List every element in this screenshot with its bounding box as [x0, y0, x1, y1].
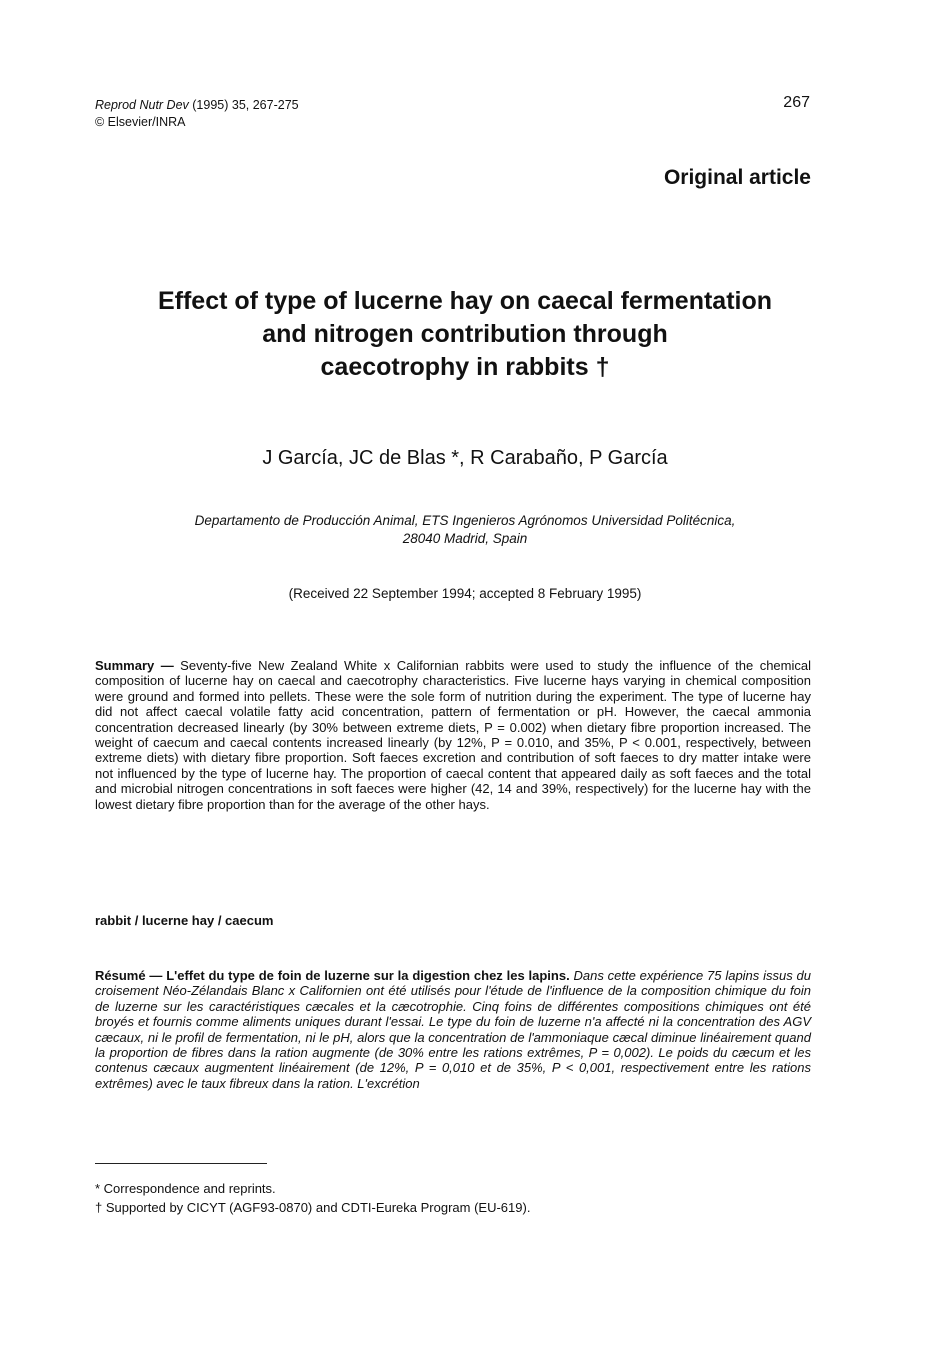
resume-abstract [95, 968, 811, 1091]
affiliation-line-2: 28040 Madrid, Spain [402, 531, 528, 546]
summary-heading: Summary — [95, 658, 174, 673]
affiliation [100, 512, 830, 548]
journal-citation [95, 97, 299, 131]
authors: J García, JC de Blas *, R Carabaño, P García [262, 447, 668, 469]
journal-name: Reprod Nutr Dev [95, 98, 189, 112]
article-title [60, 285, 870, 384]
title-line-2: and nitrogen contribution through [262, 320, 668, 348]
keywords: rabbit / lucerne hay / caecum [95, 913, 274, 928]
publisher: © Elsevier/INRA [95, 115, 186, 129]
journal-reference [95, 97, 299, 114]
footnote-funding: † Supported by CICYT (AGF93-0870) and CDTI-Eureka Program (EU-619). [95, 1200, 531, 1215]
footnote-divider [95, 1163, 267, 1164]
page-number: 267 [783, 94, 810, 111]
title-line-1: Effect of type of lucerne hay on caecal fermentation [157, 287, 773, 315]
resume-heading: Résumé — L'effet du type de foin de luzerne sur la digestion chez les lapins. [95, 968, 570, 983]
summary-text: Seventy-five New Zealand White x Californian rabbits were used to study the influence of the chemical composition of lucerne hay on caecal and caecotrophy characteristics. Five lucerne hays varying in chemical composition were ground and formed into pellets. These were the sole form of nutrition during the experiment. The type of lucerne hay did not affect caecal volatile fatty acid concentration, pattern of fermentation or pH. However, the caecal ammonia concentration decreased linearly (by 30% between extreme diets, P = 0.002) when dietary fibre proportion increased. The weight of caecum and caecal contents increased linearly (by 12%, P = 0.010, and 35%, P < 0.001, respectively, between extreme diets) with dietary fibre proportion. Soft faeces excretion and contribution of soft faeces to dry matter intake were not influenced by the type of lucerne hay. The proportion of caecal content that appeared daily as soft faeces and the total and microbial nitrogen concentrations in soft faeces were higher (42, 14 and 39%, respectively) for the lucerne hay with the lowest dietary fibre proportion than for the average of the other hays. [95, 658, 811, 812]
journal-volume: (1995) 35, 267-275 [188, 98, 299, 112]
article-type: Original article [663, 166, 811, 189]
footnote-correspondence: * Correspondence and reprints. [95, 1181, 276, 1196]
title-line-3: caecotrophy in rabbits † [320, 353, 610, 381]
summary-abstract [95, 658, 811, 812]
resume-text: Dans cette expérience 75 lapins issus du croisement Néo-Zélandais Blanc x Californien ont été utilisés pour l'étude de l'influence de la composition chimique du foin de luzerne sur les caractéristiques cæcales et la cæcotrophie. Cinq foins de différentes compositions chimiques ont été broyés et fournis comme aliments uniques durant l'essai. Le type du foin de luzerne n'a affecté ni la concentration des AGV cæcaux, ni le profil de fermentation, ni le pH, alors que la concentration de l'ammoniaque cæcal diminue linéairement quand la proportion de fibres dans la ration augmente (de 30% entre les rations extrêmes, P = 0,002). Le poids du cæcum et les contenus cæcaux augmentent linéairement (de 12%, P = 0,010 et de 35%, P < 0,001, respectivement entre les rations extrêmes) avec le taux fibreux dans la ration. L'excrétion [95, 968, 811, 1091]
received-dates: (Received 22 September 1994; accepted 8 February 1995) [288, 586, 642, 601]
affiliation-line-1: Departamento de Producción Animal, ETS Ingenieros Agrónomos Universidad Politécnica, [194, 513, 736, 528]
